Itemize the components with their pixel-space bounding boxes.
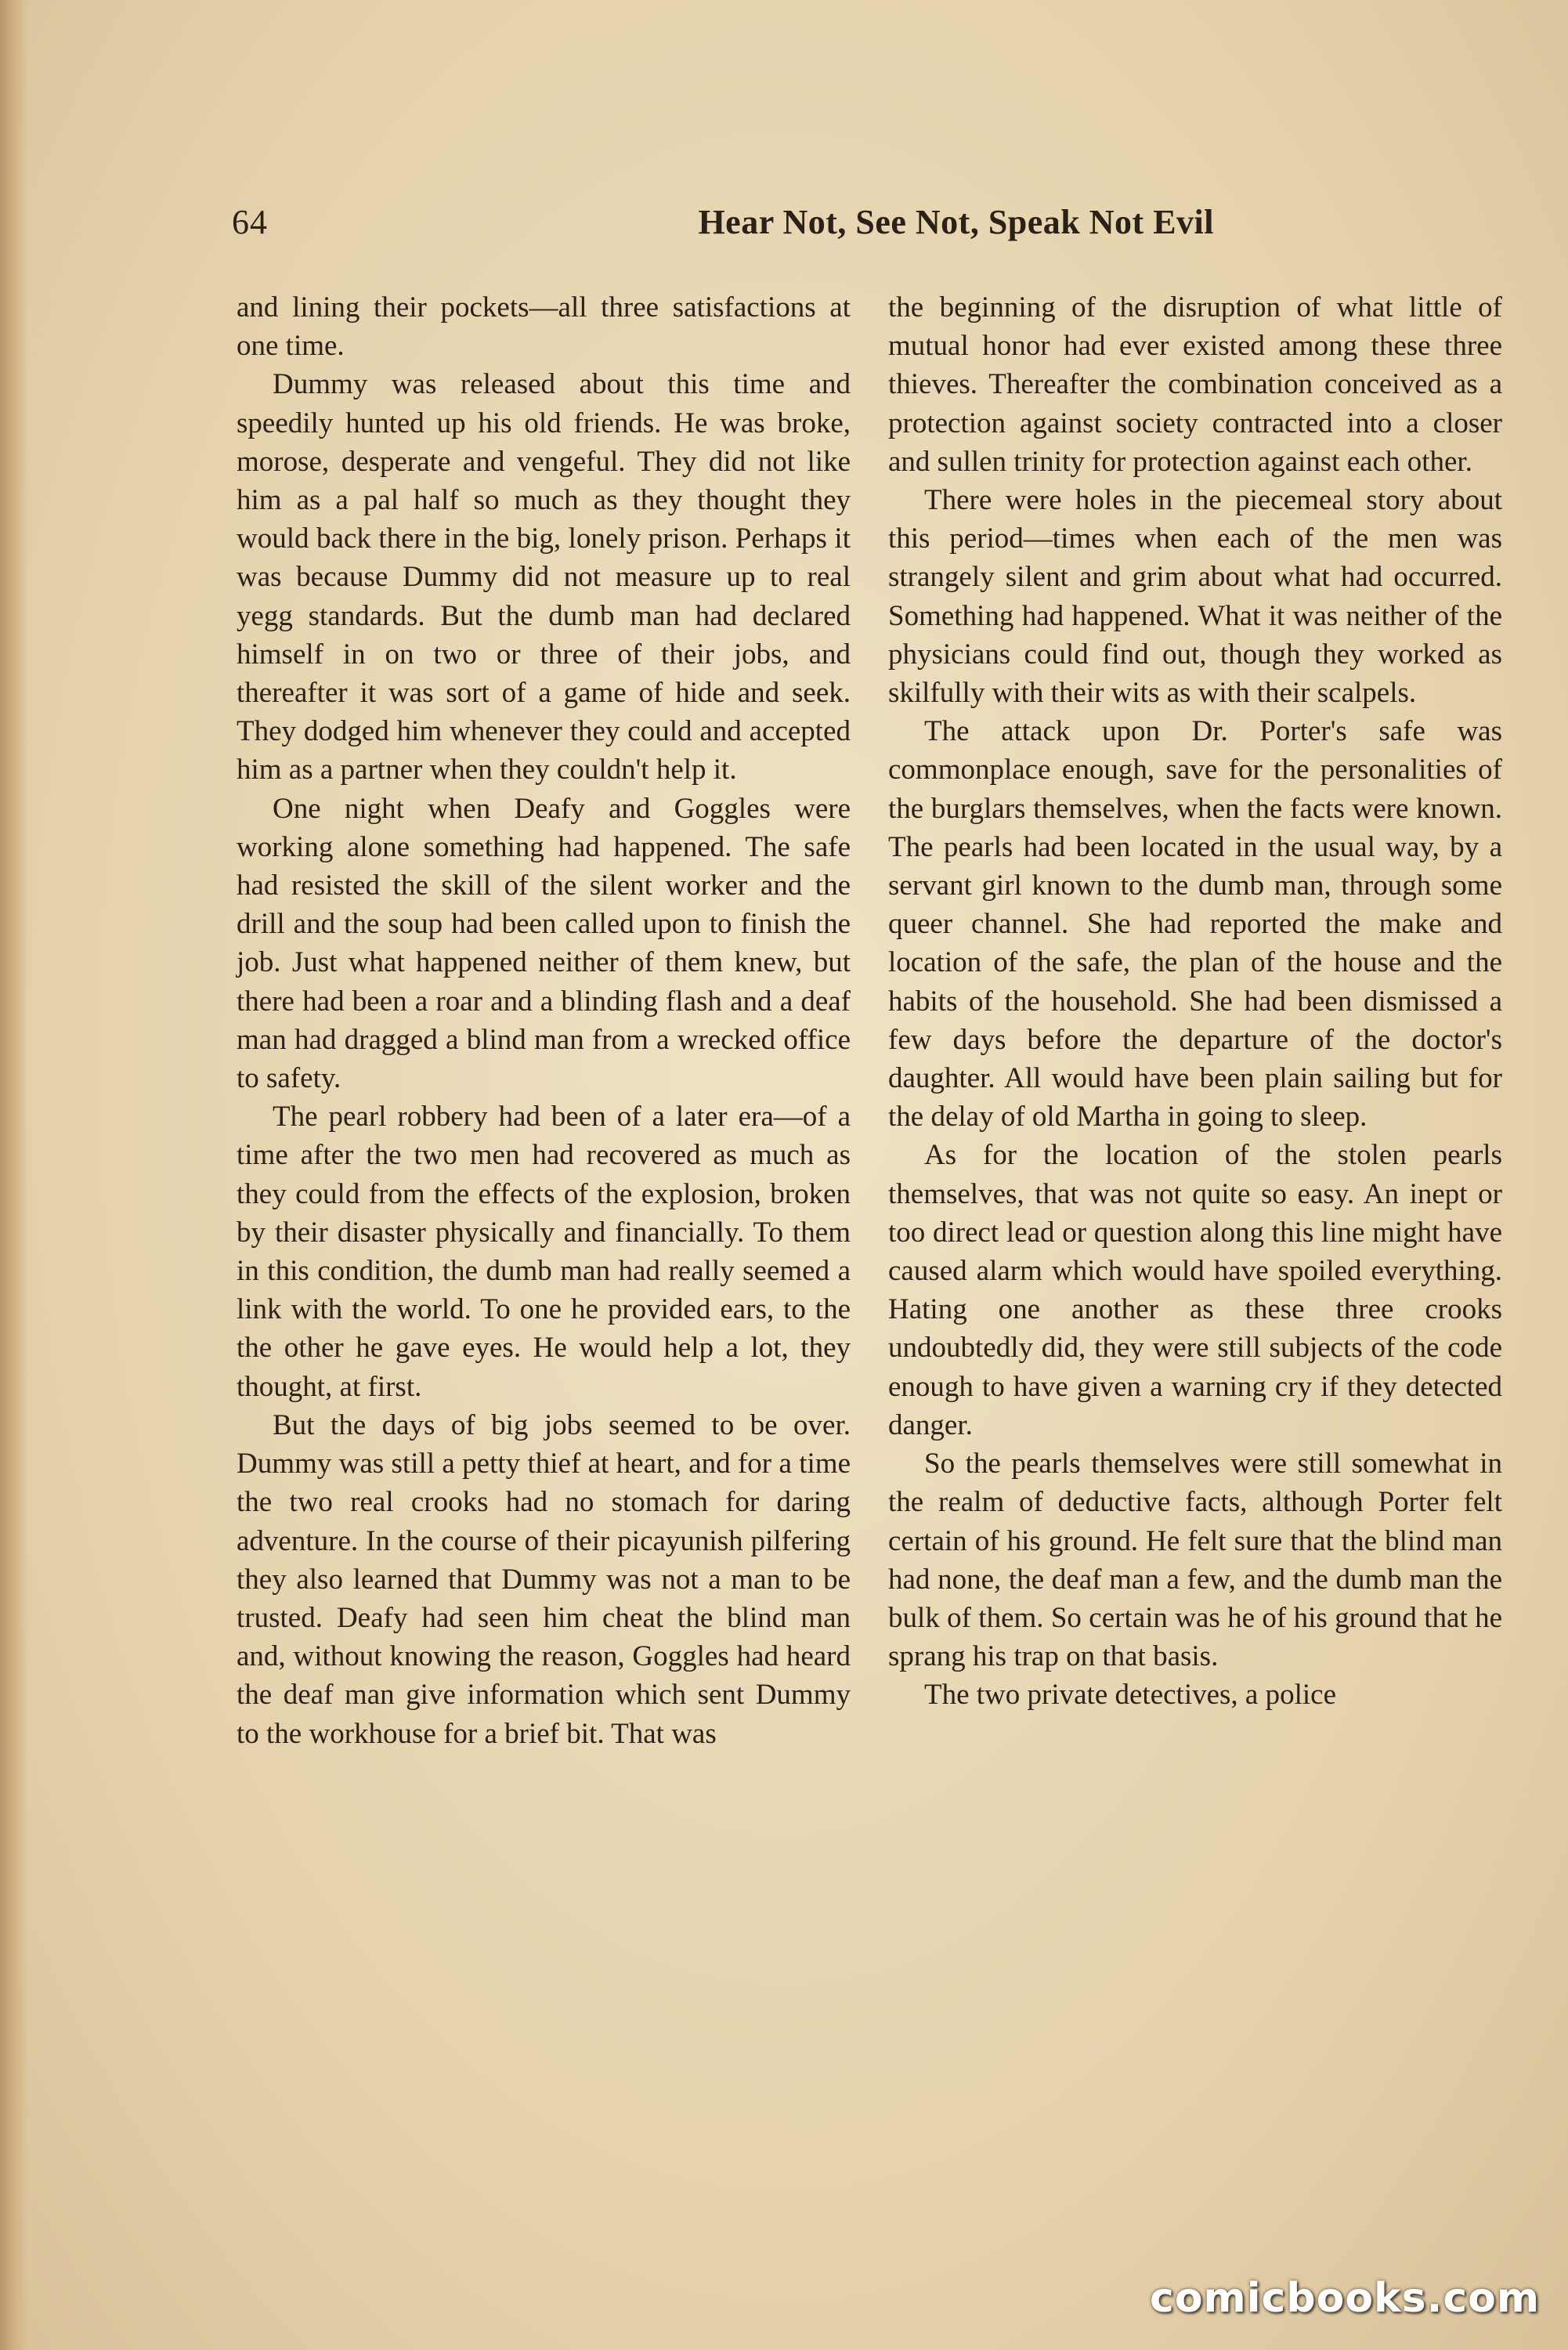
paragraph: and lining their pockets—all three satisfactions at one time. — [237, 291, 851, 363]
paragraph: Dummy was released about this time and speedily hunted up his old friends. He was broke, morose, desperate and vengeful. They did not like him as a pal half so much as they thought they would back there in the big, lonely prison. Perhaps it was because Dummy did not measure up to real yegg standards. But the dumb man had declared himself in on two or three of their jobs, and thereafter it was sort of a game of hide and seek. They dodged him whenever they could and accepted him as a partner when they couldn't help it. — [237, 368, 851, 786]
page-edge — [0, 0, 28, 2350]
running-title: Hear Not, See Not, Speak Not Evil — [698, 203, 1214, 241]
watermark: comicbooks.com — [1150, 2275, 1541, 2322]
paragraph: One night when Deafy and Goggles were working alone something had happened. The safe had resisted the skill of the silent worker and the drill and the soup had been called upon to finish the job. Just what happened neither of them knew, but there had been a roar and a blinding flash and a deaf man had dragged a blind man from a wrecked office to safety. — [237, 792, 851, 1095]
page-header — [232, 202, 1214, 257]
paragraph: There were holes in the piecemeal story about this period—times when each of the men was strangely silent and grim about what had occurred. Something had happened. What it was neither of the physicians could find out, though they worked as skilfully with their wits as with their scalpels. — [888, 484, 1502, 710]
paragraph: the beginning of the disruption of what little of mutual honor had ever existed among these three thieves. Thereafter the combination conceived as a protection against society contracted into a closer and sullen trinity for protection against each other. — [888, 291, 1502, 478]
text-column-left — [237, 288, 851, 1753]
paragraph: But the days of big jobs seemed to be over. Dummy was still a petty thief at heart, and for a time the two real crooks had no stomach for daring adventure. In the course of their picayunish pilfering they also learned that Dummy was not a man to be trusted. Deafy had seen him cheat the blind man and, without knowing the reason, Goggles had heard the deaf man give information which sent Dummy to the workhouse for a brief bit. That was — [237, 1408, 851, 1750]
paragraph: The two private detectives, a police — [924, 1679, 1337, 1712]
paragraph: So the pearls themselves were still somewhat in the realm of deductive facts, although Porter felt certain of his ground. He felt sure that the blind man had none, the deaf man a few, and the dumb man the bulk of them. So certain was he of his ground that he sprang his trap on that basis. — [888, 1448, 1502, 1673]
paragraph: The pearl robbery had been of a later era—of a time after the two men had recovered as much as they could from the effects of the explosion, broken by their disaster physically and financially. To them in this condition, the dumb man had really seemed a link with the world. To one he provided ears, to the the other he gave eyes. He would help a lot, they thought, at first. — [237, 1101, 851, 1403]
text-column-right — [888, 288, 1502, 1715]
paragraph: As for the location of the stolen pearls themselves, that was not quite so easy. An inept or too direct lead or question along this line might have caused alarm which would have spoiled everything. Hating one another as these three crooks undoubtedly did, they were still subjects of the code enough to have given a warning cry if they detected danger. — [888, 1139, 1502, 1441]
page-number: 64 — [232, 203, 268, 241]
paragraph: The attack upon Dr. Porter's safe was commonplace enough, save for the personalities of the burglars themselves, when the facts were known. The pearls had been located in the usual way, by a servant girl known to the dumb man, through some queer channel. She had reported the make and location of the safe, the plan of the house and the habits of the household. She had been dismissed a few days before the departure of the doctor's daughter. All would have been plain sailing but for the delay of old Martha in going to sleep. — [888, 715, 1502, 1133]
